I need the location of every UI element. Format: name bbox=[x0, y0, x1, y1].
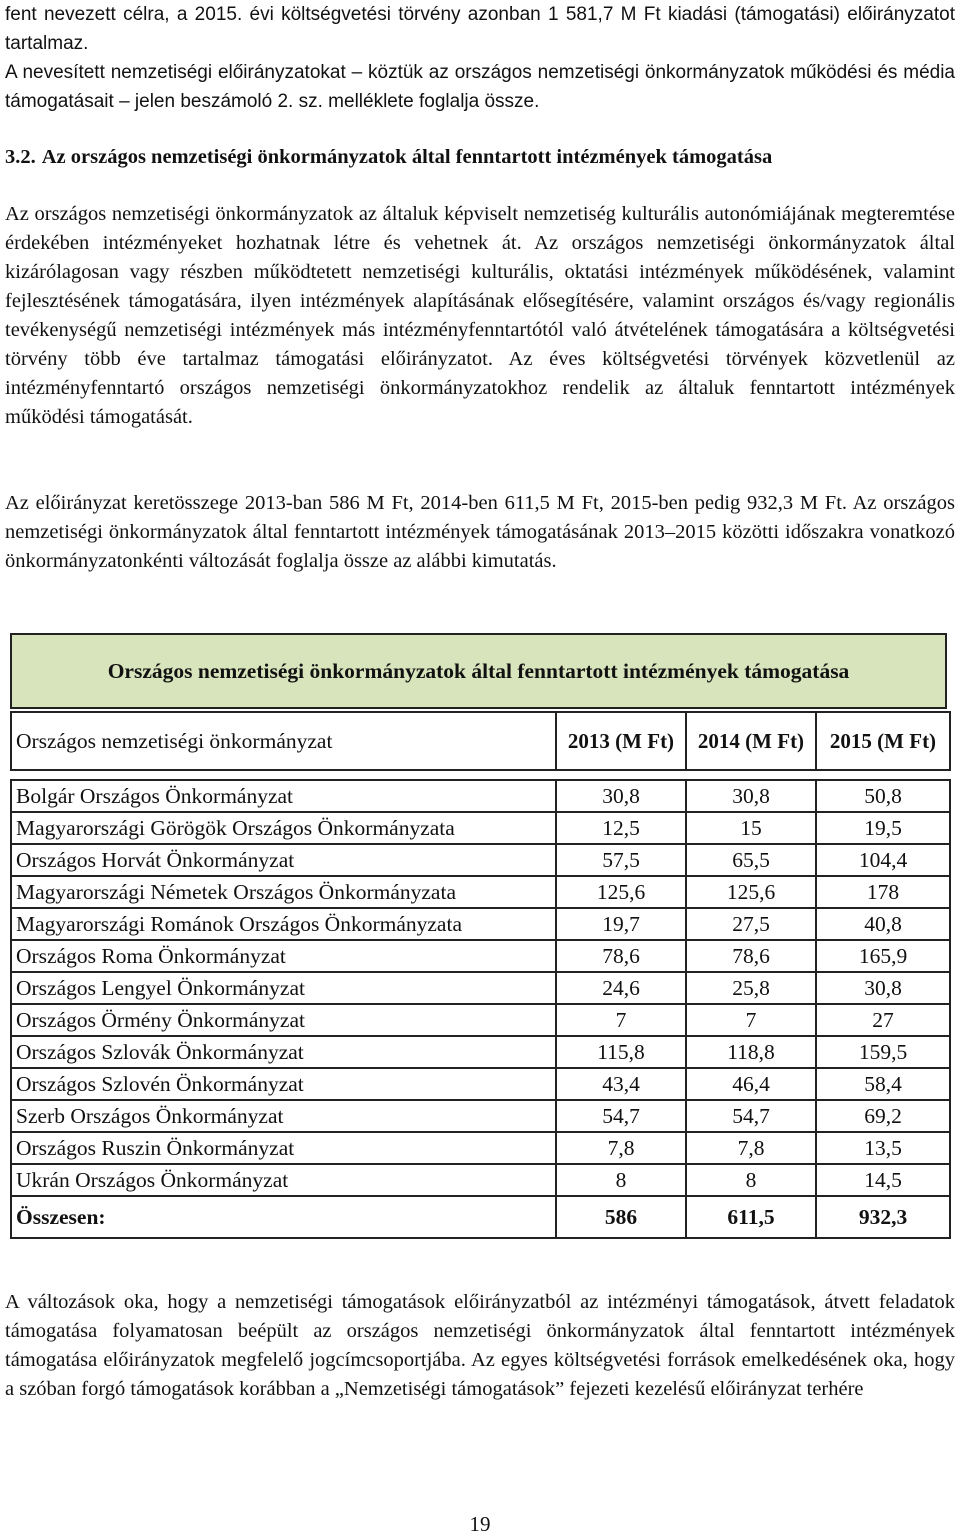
intro-paragraph-2: A nevesített nemzetiségi előirányzatokat – köztük az országos nemzetiségi önkormányzatok működési és média támogatásait – jelen beszámoló 2. sz. melléklete foglalja össze. bbox=[5, 62, 955, 112]
row-name: Országos Roma Önkormányzat bbox=[11, 940, 556, 972]
row-value-2013: 30,8 bbox=[556, 780, 686, 812]
header-name: Országos nemzetiségi önkormányzat bbox=[11, 712, 556, 770]
table-title: Országos nemzetiségi önkormányzatok által fenntartott intézmények támogatása bbox=[10, 633, 947, 709]
row-name: Országos Szlovák Önkormányzat bbox=[11, 1036, 556, 1068]
header-2015: 2015 (M Ft) bbox=[816, 712, 950, 770]
row-value-2013: 19,7 bbox=[556, 908, 686, 940]
row-name: Szerb Országos Önkormányzat bbox=[11, 1100, 556, 1132]
table-row bbox=[11, 780, 950, 812]
intro-paragraph-1: fent nevezett célra, a 2015. évi költségvetési törvény azonban 1 581,7 M Ft kiadási (támogatási) előirányzatot tartalmaz. bbox=[5, 4, 955, 54]
header-2013: 2013 (M Ft) bbox=[556, 712, 686, 770]
table-row bbox=[11, 1004, 950, 1036]
table-row bbox=[11, 908, 950, 940]
table-row bbox=[11, 1100, 950, 1132]
row-value-2014: 125,6 bbox=[686, 876, 816, 908]
section-number: 3.2. bbox=[5, 146, 36, 168]
row-value-2013: 54,7 bbox=[556, 1100, 686, 1132]
table-row bbox=[11, 844, 950, 876]
header-2014: 2014 (M Ft) bbox=[686, 712, 816, 770]
row-value-2014: 7 bbox=[686, 1004, 816, 1036]
total-2013: 586 bbox=[556, 1196, 686, 1238]
row-value-2014: 30,8 bbox=[686, 780, 816, 812]
row-value-2013: 57,5 bbox=[556, 844, 686, 876]
row-value-2015: 30,8 bbox=[816, 972, 950, 1004]
row-value-2013: 125,6 bbox=[556, 876, 686, 908]
table-row bbox=[11, 876, 950, 908]
row-value-2014: 25,8 bbox=[686, 972, 816, 1004]
row-value-2015: 178 bbox=[816, 876, 950, 908]
total-2015: 932,3 bbox=[816, 1196, 950, 1238]
header-gap bbox=[11, 770, 950, 780]
row-value-2013: 43,4 bbox=[556, 1068, 686, 1100]
row-value-2014: 46,4 bbox=[686, 1068, 816, 1100]
row-value-2014: 65,5 bbox=[686, 844, 816, 876]
row-name: Országos Lengyel Önkormányzat bbox=[11, 972, 556, 1004]
row-name: Ukrán Országos Önkormányzat bbox=[11, 1164, 556, 1196]
row-value-2013: 7,8 bbox=[556, 1132, 686, 1164]
total-label: Összesen: bbox=[11, 1196, 556, 1238]
row-value-2015: 159,5 bbox=[816, 1036, 950, 1068]
row-value-2015: 13,5 bbox=[816, 1132, 950, 1164]
row-value-2014: 8 bbox=[686, 1164, 816, 1196]
body-paragraph-3: A változások oka, hogy a nemzetiségi támogatások előirányzatból az intézményi támogatások, átvett feladatok támogatása folyamatosan beépült az országos nemzetiségi önkormányzatok által fenntartott intézmények támogatása előirányzatok megfelelő jogcímcsoportjába. Az egyes költségvetési források emelkedésének oka, hogy a szóban forgó támogatások korábban a „Nemzetiségi támogatások” fejezeti kezelésű előirányzat terhére bbox=[5, 1291, 955, 1400]
row-value-2013: 7 bbox=[556, 1004, 686, 1036]
section-heading bbox=[5, 143, 955, 172]
table-row bbox=[11, 940, 950, 972]
table-row bbox=[11, 1036, 950, 1068]
row-value-2013: 12,5 bbox=[556, 812, 686, 844]
table-total-row bbox=[11, 1196, 950, 1238]
row-name: Magyarországi Románok Országos Önkormányzata bbox=[11, 908, 556, 940]
row-value-2013: 8 bbox=[556, 1164, 686, 1196]
row-name: Bolgár Országos Önkormányzat bbox=[11, 780, 556, 812]
row-name: Magyarországi Németek Országos Önkormányzata bbox=[11, 876, 556, 908]
row-value-2014: 78,6 bbox=[686, 940, 816, 972]
row-value-2015: 104,4 bbox=[816, 844, 950, 876]
row-value-2013: 78,6 bbox=[556, 940, 686, 972]
row-value-2015: 58,4 bbox=[816, 1068, 950, 1100]
row-value-2015: 19,5 bbox=[816, 812, 950, 844]
row-value-2013: 24,6 bbox=[556, 972, 686, 1004]
row-value-2015: 27 bbox=[816, 1004, 950, 1036]
row-value-2015: 165,9 bbox=[816, 940, 950, 972]
support-table bbox=[10, 711, 951, 1239]
body-paragraph-1: Az országos nemzetiségi önkormányzatok az általuk képviselt nemzetiség kulturális autonómiájának megteremtése érdekében intézményeket hozhatnak létre és vehetnek át. Az országos nemzetiségi önkormányzatok által kizárólagosan vagy részben működtetett nemzetiségi kulturális, oktatási intézmények működésének, valamint fejlesztésének támogatására, ilyen intézmények alapításának elősegítésére, valamint országos és/vagy regionális tevékenységű nemzetiségi intézmények más intézményfenntartótól való átvételének támogatására a költségvetési törvény több éve tartalmaz támogatási előirányzatot. Az éves költségvetési törvények közvetlenül az intézményfenntartó országos nemzetiségi önkormányzatokhoz rendelik az általuk fenntartott intézmények működési támogatását. bbox=[5, 203, 955, 428]
row-name: Országos Örmény Önkormányzat bbox=[11, 1004, 556, 1036]
row-value-2015: 69,2 bbox=[816, 1100, 950, 1132]
row-value-2014: 7,8 bbox=[686, 1132, 816, 1164]
table-row bbox=[11, 972, 950, 1004]
row-name: Országos Ruszin Önkormányzat bbox=[11, 1132, 556, 1164]
table-header-row bbox=[11, 712, 950, 770]
row-value-2014: 15 bbox=[686, 812, 816, 844]
row-value-2015: 40,8 bbox=[816, 908, 950, 940]
table-row bbox=[11, 1132, 950, 1164]
row-name: Országos Horvát Önkormányzat bbox=[11, 844, 556, 876]
row-value-2014: 118,8 bbox=[686, 1036, 816, 1068]
row-value-2015: 50,8 bbox=[816, 780, 950, 812]
section-title: Az országos nemzetiségi önkormányzatok által fenntartott intézmények támogatása bbox=[41, 146, 773, 168]
body-paragraph-2: Az előirányzat keretösszege 2013-ban 586 M Ft, 2014-ben 611,5 M Ft, 2015-ben pedig 932,3 M Ft. Az országos nemzetiségi önkormányzatok által fenntartott intézmények támogatásának 2013–2015 közötti időszakra vonatkozó önkormányzatonkénti változását foglalja össze az alábbi kimutatás. bbox=[5, 492, 955, 572]
row-value-2013: 115,8 bbox=[556, 1036, 686, 1068]
row-name: Országos Szlovén Önkormányzat bbox=[11, 1068, 556, 1100]
row-value-2015: 14,5 bbox=[816, 1164, 950, 1196]
row-value-2014: 27,5 bbox=[686, 908, 816, 940]
table-row bbox=[11, 1068, 950, 1100]
row-name: Magyarországi Görögök Országos Önkormányzata bbox=[11, 812, 556, 844]
table-row bbox=[11, 1164, 950, 1196]
page-number: 19 bbox=[469, 1512, 491, 1536]
total-2014: 611,5 bbox=[686, 1196, 816, 1238]
table-row bbox=[11, 812, 950, 844]
row-value-2014: 54,7 bbox=[686, 1100, 816, 1132]
